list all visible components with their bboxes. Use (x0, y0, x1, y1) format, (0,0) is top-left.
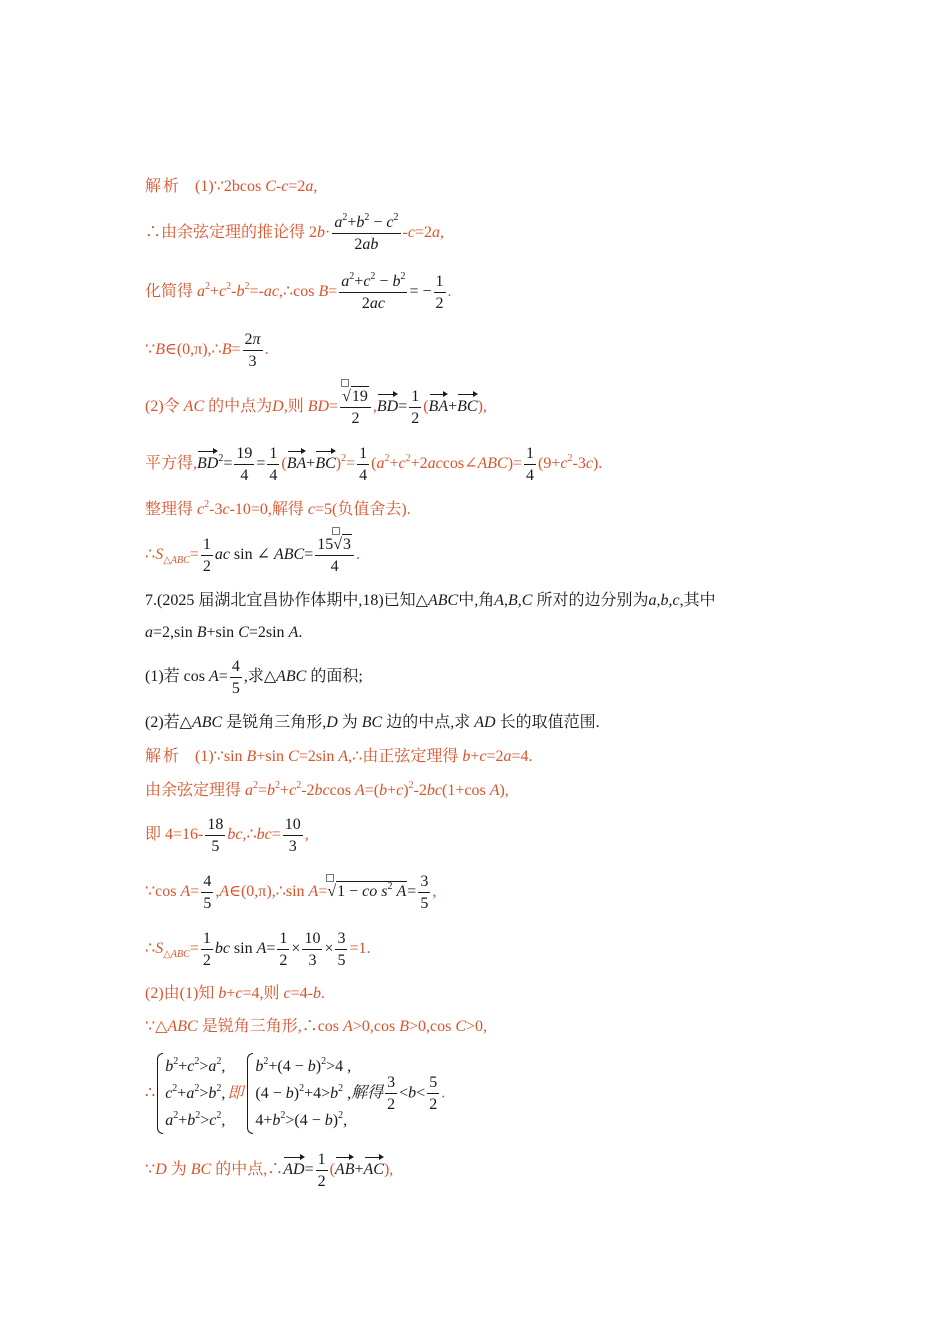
solution-line-5: (2)令 AC 的中点为D,则 BD= $\frac{√19}{2}$ ,BD= $\frac{1}{2}$ (BA+BC), (145, 386, 487, 429)
system-2: $b^2+(4 - b)^2>4$ , $(4 - b)^2+4>b^2$ , $4+b^2>(4 - b)^2$, (247, 1053, 351, 1134)
solution-line-4: ∵B∈(0,π),∴B= $\frac{2\pi}{3}$ . (145, 331, 269, 370)
solution-7-line-7: ∵△ABC 是锐角三角形,∴cos A>0,cos B>0,cos C>0, (145, 1018, 488, 1035)
problem-7-stem: 7.(2025 届湖北宜昌协作体期中,18)已知△ABC中,角A,B,C 所对的边分别为a,b,c,其中 (145, 592, 716, 609)
solution-line-3: 化简得 $a^2+c^2-b^2=-ac,\therefore\cos$ B= $\frac{a^2+c^2 - b^2}{2ac}$ = − $\frac{1}{2}$ . (145, 271, 452, 312)
solution-line-7: 整理得 $c^2-3c-10=0$,解得 c=5(负值舍去). (145, 499, 411, 518)
solution-label: 解析 (145, 178, 182, 195)
solution-line-8: $\therefore S_{\triangle ABC}=$ $\frac{1}{2}$ ac sin ∠ ABC= 15 √3 4 . (145, 534, 360, 577)
solution-7-line-2: 由余弦定理得 $a^2=b^2+c^2-2bccos$ $A=(b+c)^2-2bc(1+\cos$ A), (145, 780, 509, 799)
solution-7-line-6: (2)由(1)知 b+c=4,则 c=4-b. (145, 985, 325, 1002)
problem-7-stem-2: a=2,sin B+sin C=2sin A. (145, 624, 303, 641)
solution-7-line-9: ∵D 为 BC 的中点,∴AD= $\frac{1}{2}$ (AB+AC), (145, 1151, 394, 1190)
solution-line-2: ∴由余弦定理的推论得 2b· $\frac{a^2+b^2 - c^2}{2ab}$ -c=2a, (145, 212, 444, 253)
solution-7-line-5: $\therefore S_{\triangle ABC}=$ $\frac{1}{2}$ bc sin A= $\frac{1}{2}$ × $\frac{10}{3}$ × $\frac{3}{5}$ =1. (145, 930, 371, 969)
solution-line-1: 解析 (1)∵2bcos C-c=2a, (145, 178, 318, 195)
system-1: $b^2+c^2>a^2$, $c^2+a^2>b^2$, $a^2+b^2>c^2$, (157, 1053, 225, 1134)
problem-7-question-1: (1)若 cos A= $\frac{4}{5}$ ,求△ABC 的面积; (145, 658, 363, 697)
cosine-fraction: $\frac{a^2+b^2 - c^2}{2ab}$ (334, 212, 399, 253)
solution-7-line-3: 即 4=16- $\frac{18}{5}$ bc,∴bc= $\frac{10}{3}$ , (145, 816, 309, 855)
solution-7-inequality-systems: ∴ $b^2+c^2>a^2$, $c^2+a^2>b^2$, $a^2+b^2>c^2$, 即 $b^2+(4 - b)^2>4$ , $(4 - b)^2+4>b^2$ , $4+b^2>(4 - b)^2$, 解得 $\frac{3}{2}$ <b< $\frac{5}{2}$ . (145, 1053, 445, 1134)
solution-line-6: 平方得$,BD^2=$ $\frac{19}{4}$ = $\frac{1}{4}$ $(BA+BC)^2=$ $\frac{1}{4}$ $(a^2+c^2+2accos\angle ABC)=$ $\frac{1}{4}$ $(9+c^2-3c)$. (145, 445, 603, 484)
solution-7-line-1: 解析 (1)∵sin B+sin C=2sin A,∴由正弦定理得 b+c=2a=4. (145, 748, 533, 765)
solution-7-line-4: ∵cos A= $\frac{4}{5}$ ,A∈(0,π),∴sin A= √1 − co $s^2$ A= $\frac{3}{5}$ , (145, 873, 437, 912)
problem-7-question-2: (2)若△ABC 是锐角三角形,D 为 BC 边的中点,求 AD 长的取值范围. (145, 714, 600, 731)
